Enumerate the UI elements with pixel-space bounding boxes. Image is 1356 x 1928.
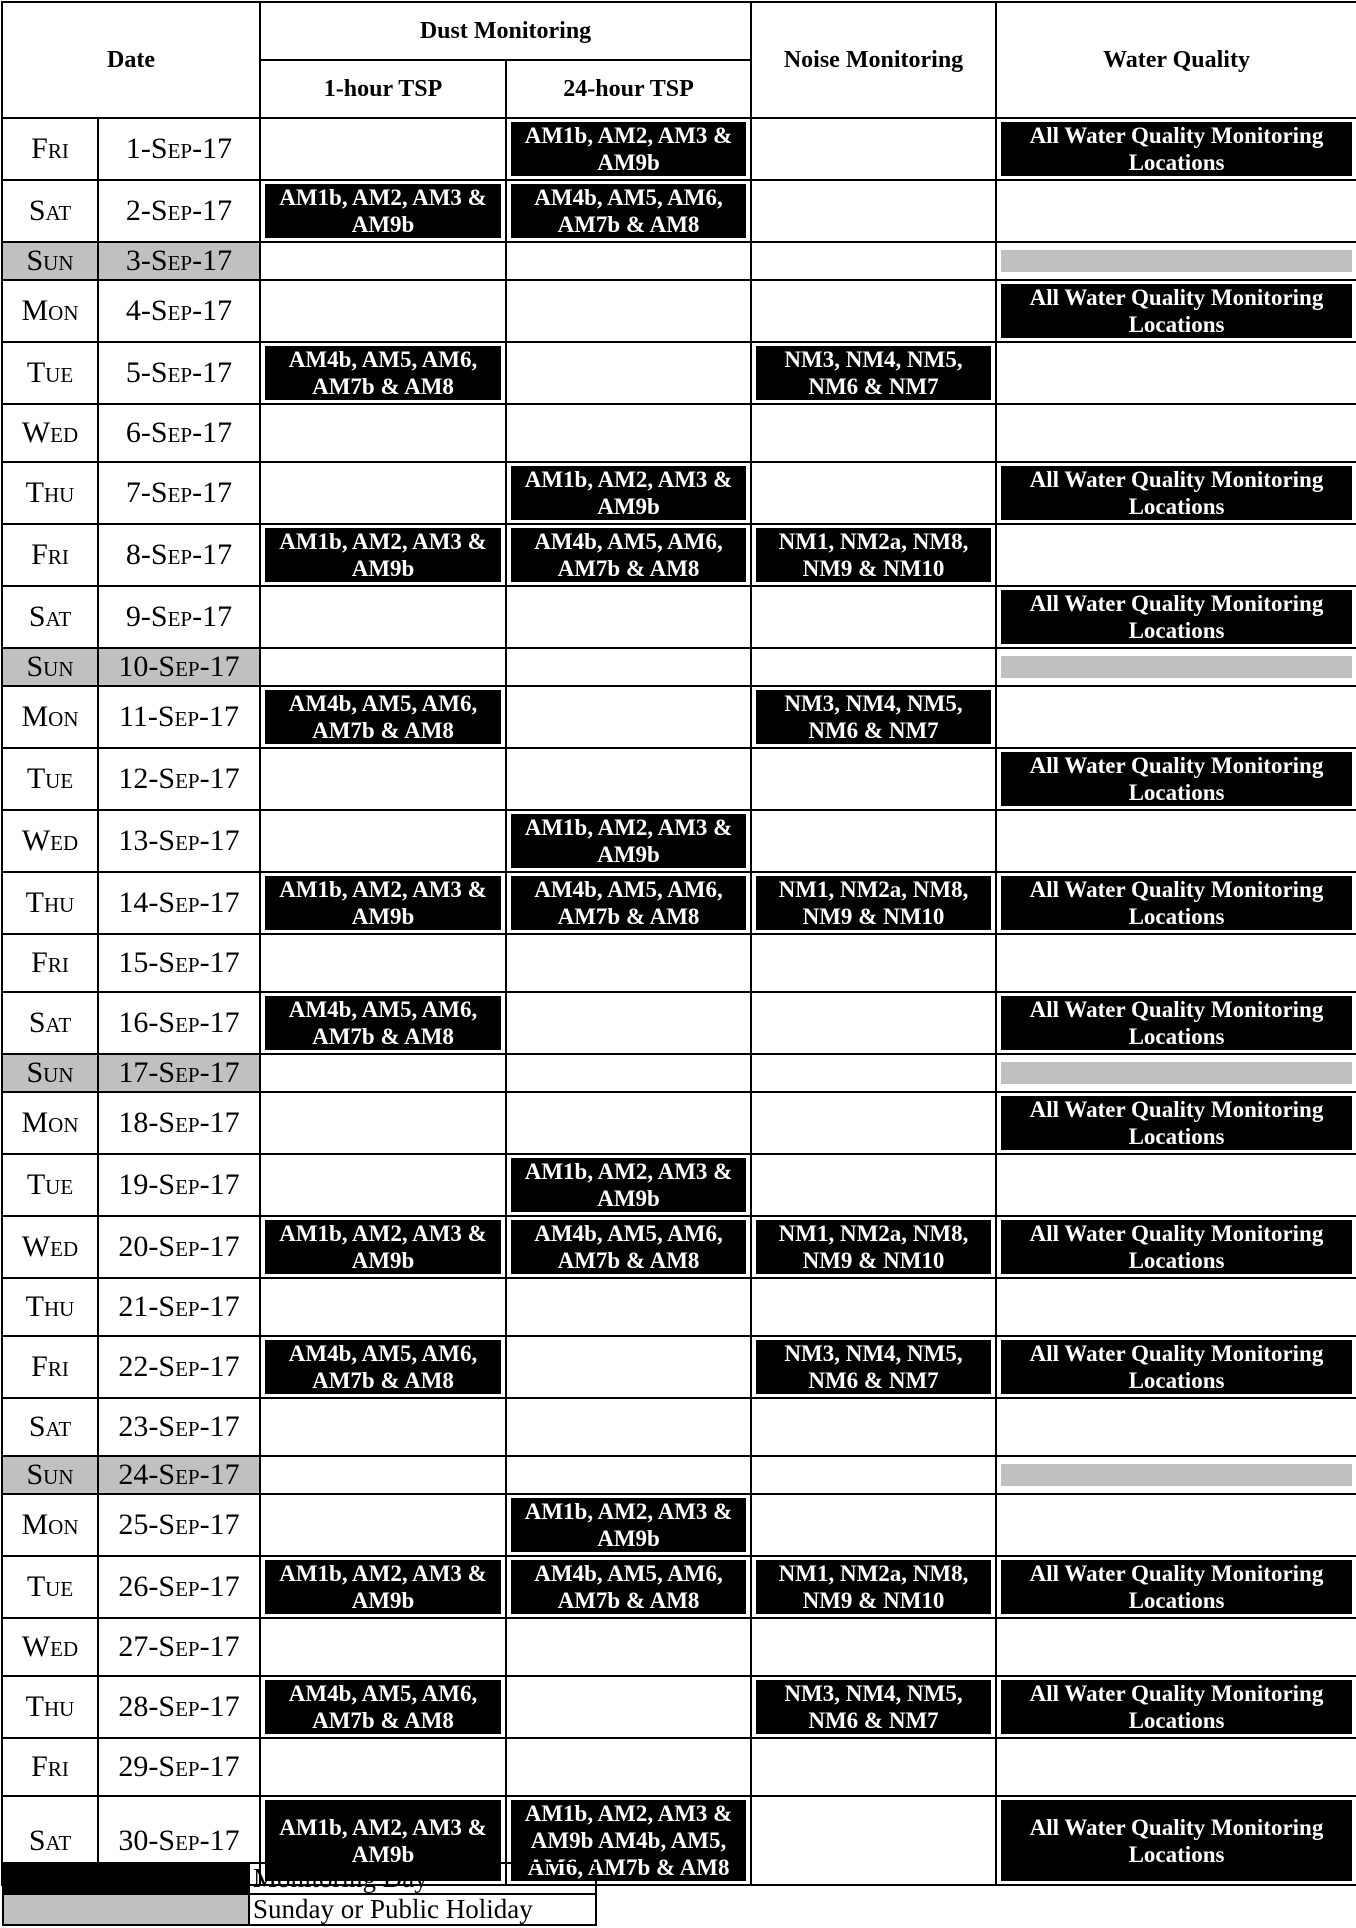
table-row: [2, 1216, 1356, 1278]
1-hour-tsp-cell: [260, 1054, 506, 1092]
monitoring-day-block: AM4b, AM5, AM6, AM7b & AM8: [265, 1340, 501, 1394]
1-hour-tsp-cell: [260, 1494, 506, 1556]
monitoring-day-block: All Water Quality Monitoring Locations: [1001, 876, 1352, 930]
day-of-week-cell: Sat: [2, 1796, 98, 1885]
monitoring-day-block: AM4b, AM5, AM6, AM7b & AM8: [511, 1220, 746, 1274]
1-hour-tsp-cell: [260, 872, 506, 934]
monitoring-day-block: AM1b, AM2, AM3 & AM9b: [511, 814, 746, 868]
date-cell: 27-Sep-17: [98, 1618, 260, 1676]
water-quality-cell: [996, 1054, 1356, 1092]
noise-monitoring-cell: [751, 1278, 996, 1336]
table-row: [2, 1556, 1356, 1618]
date-cell: 7-Sep-17: [98, 462, 260, 524]
date-cell: 15-Sep-17: [98, 934, 260, 992]
24-hour-tsp-cell: [506, 1676, 751, 1738]
noise-monitoring-cell: [751, 872, 996, 934]
noise-monitoring-cell: [751, 462, 996, 524]
table-row: [2, 342, 1356, 404]
day-of-week-cell: Tue: [2, 748, 98, 810]
date-cell: 14-Sep-17: [98, 872, 260, 934]
date-cell: 24-Sep-17: [98, 1456, 260, 1494]
noise-monitoring-cell: [751, 1796, 996, 1885]
monitoring-day-block: AM4b, AM5, AM6, AM7b & AM8: [511, 876, 746, 930]
monitoring-day-block: AM1b, AM2, AM3 & AM9b: [265, 528, 501, 582]
24-hour-tsp-cell: [506, 1216, 751, 1278]
1-hour-tsp-cell: [260, 118, 506, 180]
water-quality-cell: [996, 934, 1356, 992]
date-cell: 5-Sep-17: [98, 342, 260, 404]
monitoring-day-block: AM1b, AM2, AM3 & AM9b: [511, 1498, 746, 1552]
24-hour-tsp-cell: [506, 462, 751, 524]
noise-monitoring-cell: [751, 1676, 996, 1738]
1-hour-tsp-cell: [260, 1336, 506, 1398]
24-hour-tsp-cell: [506, 1054, 751, 1092]
1-hour-tsp-cell: [260, 648, 506, 686]
water-quality-cell: [996, 1216, 1356, 1278]
date-cell: 19-Sep-17: [98, 1154, 260, 1216]
24-hour-tsp-cell: [506, 1456, 751, 1494]
1-hour-tsp-cell: [260, 1216, 506, 1278]
water-quality-cell: [996, 1336, 1356, 1398]
1-hour-tsp-cell: [260, 1456, 506, 1494]
1-hour-tsp-cell: [260, 1676, 506, 1738]
noise-monitoring-cell: [751, 280, 996, 342]
24-hour-tsp-cell: [506, 1092, 751, 1154]
water-quality-cell: [996, 1456, 1356, 1494]
table-row: [2, 934, 1356, 992]
day-of-week-cell: Thu: [2, 872, 98, 934]
monitoring-day-block: All Water Quality Monitoring Locations: [1001, 466, 1352, 520]
date-cell: 2-Sep-17: [98, 180, 260, 242]
table-row: [2, 1618, 1356, 1676]
water-quality-cell: [996, 280, 1356, 342]
monitoring-day-block: All Water Quality Monitoring Locations: [1001, 996, 1352, 1050]
water-quality-cell: [996, 686, 1356, 748]
noise-monitoring-cell: [751, 342, 996, 404]
24-hour-tsp-cell: [506, 1738, 751, 1796]
monitoring-day-block: All Water Quality Monitoring Locations: [1001, 590, 1352, 644]
noise-monitoring-cell: [751, 748, 996, 810]
24-hour-tsp-cell: [506, 242, 751, 280]
monitoring-day-block: AM4b, AM5, AM6, AM7b & AM8: [511, 1560, 746, 1614]
monitoring-day-block: AM1b, AM2, AM3 & AM9b: [511, 466, 746, 520]
date-cell: 16-Sep-17: [98, 992, 260, 1054]
noise-monitoring-cell: [751, 1092, 996, 1154]
day-of-week-cell: Sat: [2, 180, 98, 242]
water-quality-cell: [996, 118, 1356, 180]
monitoring-day-block: All Water Quality Monitoring Locations: [1001, 752, 1352, 806]
24-hour-tsp-cell: [506, 1278, 751, 1336]
holiday-shading: [1001, 1062, 1352, 1084]
monitoring-day-block: All Water Quality Monitoring Locations: [1001, 1560, 1352, 1614]
monitoring-day-block: All Water Quality Monitoring Locations: [1001, 1680, 1352, 1734]
table-row: [2, 686, 1356, 748]
date-cell: 18-Sep-17: [98, 1092, 260, 1154]
1-hour-tsp-cell: [260, 280, 506, 342]
monitoring-day-block: AM1b, AM2, AM3 & AM9b: [265, 1220, 501, 1274]
day-of-week-cell: Fri: [2, 934, 98, 992]
date-cell: 17-Sep-17: [98, 1054, 260, 1092]
noise-monitoring-cell: [751, 404, 996, 462]
monitoring-day-block: NM3, NM4, NM5, NM6 & NM7: [756, 346, 991, 400]
day-of-week-cell: Sun: [2, 1054, 98, 1092]
1-hour-tsp-cell: [260, 686, 506, 748]
monitoring-day-block: AM1b, AM2, AM3 & AM9b: [265, 1560, 501, 1614]
monitoring-day-block: All Water Quality Monitoring Locations: [1001, 1096, 1352, 1150]
legend-row-monitoring-day: [3, 1863, 596, 1894]
water-quality-cell: [996, 1556, 1356, 1618]
monitoring-schedule-table: [1, 1, 1356, 1886]
day-of-week-cell: Mon: [2, 686, 98, 748]
water-quality-cell: [996, 1154, 1356, 1216]
date-cell: 28-Sep-17: [98, 1676, 260, 1738]
date-cell: 30-Sep-17: [98, 1796, 260, 1885]
noise-monitoring-cell: [751, 1738, 996, 1796]
noise-monitoring-cell: [751, 1154, 996, 1216]
24-hour-tsp-cell: [506, 1398, 751, 1456]
monitoring-day-block: NM3, NM4, NM5, NM6 & NM7: [756, 1680, 991, 1734]
schedule-body: [2, 118, 1356, 1885]
day-of-week-cell: Fri: [2, 1336, 98, 1398]
monitoring-day-block: All Water Quality Monitoring Locations: [1001, 1340, 1352, 1394]
noise-monitoring-cell: [751, 934, 996, 992]
date-cell: 20-Sep-17: [98, 1216, 260, 1278]
noise-monitoring-cell: [751, 810, 996, 872]
day-of-week-cell: Fri: [2, 1738, 98, 1796]
24-hour-tsp-cell: [506, 992, 751, 1054]
legend: [2, 1862, 597, 1926]
monitoring-day-block: AM1b, AM2, AM3 & AM9b: [511, 122, 746, 176]
water-quality-cell: [996, 1092, 1356, 1154]
noise-monitoring-cell: [751, 242, 996, 280]
table-row: [2, 1398, 1356, 1456]
day-of-week-cell: Fri: [2, 118, 98, 180]
table-row: [2, 648, 1356, 686]
water-quality-cell: [996, 404, 1356, 462]
noise-monitoring-cell: [751, 586, 996, 648]
monitoring-day-block: NM1, NM2a, NM8, NM9 & NM10: [756, 1220, 991, 1274]
water-quality-cell: [996, 586, 1356, 648]
legend-row-sunday-holiday: [3, 1894, 596, 1925]
day-of-week-cell: Sat: [2, 992, 98, 1054]
water-quality-cell: [996, 1618, 1356, 1676]
24-hour-tsp-cell: [506, 404, 751, 462]
header-1-hour-tsp: 1-hour TSP: [260, 60, 506, 118]
table-row: [2, 462, 1356, 524]
1-hour-tsp-cell: [260, 1738, 506, 1796]
water-quality-cell: [996, 462, 1356, 524]
water-quality-cell: [996, 1676, 1356, 1738]
monitoring-day-block: NM1, NM2a, NM8, NM9 & NM10: [756, 876, 991, 930]
1-hour-tsp-cell: [260, 748, 506, 810]
table-row: [2, 524, 1356, 586]
1-hour-tsp-cell: [260, 1556, 506, 1618]
1-hour-tsp-cell: [260, 1618, 506, 1676]
24-hour-tsp-cell: [506, 180, 751, 242]
water-quality-cell: [996, 1494, 1356, 1556]
noise-monitoring-cell: [751, 118, 996, 180]
day-of-week-cell: Fri: [2, 524, 98, 586]
24-hour-tsp-cell: [506, 810, 751, 872]
monitoring-day-block: All Water Quality Monitoring Locations: [1001, 1220, 1352, 1274]
table-row: [2, 586, 1356, 648]
day-of-week-cell: Sat: [2, 1398, 98, 1456]
date-cell: 3-Sep-17: [98, 242, 260, 280]
legend-label-sunday-holiday: Sunday or Public Holiday: [249, 1894, 596, 1925]
24-hour-tsp-cell: [506, 1618, 751, 1676]
24-hour-tsp-cell: [506, 648, 751, 686]
legend-swatch-monitoring-day: [3, 1863, 249, 1894]
day-of-week-cell: Thu: [2, 1676, 98, 1738]
1-hour-tsp-cell: [260, 934, 506, 992]
1-hour-tsp-cell: [260, 180, 506, 242]
noise-monitoring-cell: [751, 1618, 996, 1676]
24-hour-tsp-cell: [506, 934, 751, 992]
1-hour-tsp-cell: [260, 342, 506, 404]
1-hour-tsp-cell: [260, 462, 506, 524]
24-hour-tsp-cell: [506, 280, 751, 342]
monitoring-day-block: AM4b, AM5, AM6, AM7b & AM8: [511, 528, 746, 582]
water-quality-cell: [996, 1398, 1356, 1456]
day-of-week-cell: Sun: [2, 648, 98, 686]
day-of-week-cell: Sat: [2, 586, 98, 648]
header-date: Date: [2, 2, 260, 118]
date-cell: 6-Sep-17: [98, 404, 260, 462]
legend-label-monitoring-day: Monitoring Day: [249, 1863, 596, 1894]
monitoring-day-block: NM1, NM2a, NM8, NM9 & NM10: [756, 528, 991, 582]
date-cell: 10-Sep-17: [98, 648, 260, 686]
day-of-week-cell: Tue: [2, 342, 98, 404]
day-of-week-cell: Wed: [2, 1216, 98, 1278]
date-cell: 8-Sep-17: [98, 524, 260, 586]
table-row: [2, 1676, 1356, 1738]
monitoring-day-block: AM4b, AM5, AM6, AM7b & AM8: [265, 346, 501, 400]
noise-monitoring-cell: [751, 648, 996, 686]
day-of-week-cell: Mon: [2, 1494, 98, 1556]
table-row: [2, 1336, 1356, 1398]
day-of-week-cell: Sun: [2, 1456, 98, 1494]
table-row: [2, 1494, 1356, 1556]
monitoring-day-block: NM3, NM4, NM5, NM6 & NM7: [756, 690, 991, 744]
noise-monitoring-cell: [751, 1456, 996, 1494]
date-cell: 25-Sep-17: [98, 1494, 260, 1556]
date-cell: 22-Sep-17: [98, 1336, 260, 1398]
water-quality-cell: [996, 1738, 1356, 1796]
table-row: [2, 1278, 1356, 1336]
date-cell: 11-Sep-17: [98, 686, 260, 748]
monitoring-day-block: AM1b, AM2, AM3 & AM9b: [511, 1158, 746, 1212]
noise-monitoring-cell: [751, 1494, 996, 1556]
water-quality-cell: [996, 524, 1356, 586]
monitoring-day-block: AM1b, AM2, AM3 & AM9b: [265, 1800, 501, 1881]
water-quality-cell: [996, 1796, 1356, 1885]
table-row: [2, 1092, 1356, 1154]
table-row: [2, 404, 1356, 462]
1-hour-tsp-cell: [260, 992, 506, 1054]
day-of-week-cell: Wed: [2, 1618, 98, 1676]
monitoring-day-block: All Water Quality Monitoring Locations: [1001, 284, 1352, 338]
water-quality-cell: [996, 1278, 1356, 1336]
table-row: [2, 242, 1356, 280]
1-hour-tsp-cell: [260, 1154, 506, 1216]
date-cell: 1-Sep-17: [98, 118, 260, 180]
table-row: [2, 1154, 1356, 1216]
header-24-hour-tsp: 24-hour TSP: [506, 60, 751, 118]
1-hour-tsp-cell: [260, 1278, 506, 1336]
table-row: [2, 180, 1356, 242]
1-hour-tsp-cell: [260, 1398, 506, 1456]
date-cell: 4-Sep-17: [98, 280, 260, 342]
table-row: [2, 872, 1356, 934]
1-hour-tsp-cell: [260, 242, 506, 280]
date-cell: 26-Sep-17: [98, 1556, 260, 1618]
monitoring-day-block: All Water Quality Monitoring Locations: [1001, 122, 1352, 176]
legend-swatch-sunday-holiday: [3, 1894, 249, 1925]
monitoring-day-block: AM4b, AM5, AM6, AM7b & AM8: [265, 996, 501, 1050]
table-row: [2, 810, 1356, 872]
1-hour-tsp-cell: [260, 404, 506, 462]
day-of-week-cell: Mon: [2, 1092, 98, 1154]
24-hour-tsp-cell: [506, 1494, 751, 1556]
noise-monitoring-cell: [751, 1054, 996, 1092]
date-cell: 9-Sep-17: [98, 586, 260, 648]
day-of-week-cell: Tue: [2, 1556, 98, 1618]
table-row: [2, 1456, 1356, 1494]
water-quality-cell: [996, 242, 1356, 280]
noise-monitoring-cell: [751, 524, 996, 586]
1-hour-tsp-cell: [260, 524, 506, 586]
24-hour-tsp-cell: [506, 748, 751, 810]
holiday-shading: [1001, 1464, 1352, 1486]
table-row: [2, 118, 1356, 180]
24-hour-tsp-cell: [506, 342, 751, 404]
monitoring-day-block: NM1, NM2a, NM8, NM9 & NM10: [756, 1560, 991, 1614]
day-of-week-cell: Mon: [2, 280, 98, 342]
water-quality-cell: [996, 872, 1356, 934]
date-cell: 23-Sep-17: [98, 1398, 260, 1456]
noise-monitoring-cell: [751, 180, 996, 242]
24-hour-tsp-cell: [506, 1336, 751, 1398]
water-quality-cell: [996, 342, 1356, 404]
table-row: [2, 1738, 1356, 1796]
monitoring-day-block: AM1b, AM2, AM3 & AM9b: [265, 876, 501, 930]
date-cell: 29-Sep-17: [98, 1738, 260, 1796]
24-hour-tsp-cell: [506, 872, 751, 934]
day-of-week-cell: Thu: [2, 1278, 98, 1336]
header-water-quality: Water Quality: [996, 2, 1356, 118]
24-hour-tsp-cell: [506, 586, 751, 648]
24-hour-tsp-cell: [506, 1154, 751, 1216]
noise-monitoring-cell: [751, 1216, 996, 1278]
table-row: [2, 992, 1356, 1054]
noise-monitoring-cell: [751, 686, 996, 748]
monitoring-day-block: AM4b, AM5, AM6, AM7b & AM8: [265, 1680, 501, 1734]
1-hour-tsp-cell: [260, 1092, 506, 1154]
monitoring-day-block: AM1b, AM2, AM3 & AM9b AM4b, AM5, AM6, AM7b & AM8: [511, 1800, 746, 1881]
water-quality-cell: [996, 180, 1356, 242]
date-cell: 12-Sep-17: [98, 748, 260, 810]
header-noise-monitoring: Noise Monitoring: [751, 2, 996, 118]
monitoring-day-block: AM4b, AM5, AM6, AM7b & AM8: [265, 690, 501, 744]
header-dust-monitoring: Dust Monitoring: [260, 2, 751, 60]
day-of-week-cell: Wed: [2, 810, 98, 872]
table-row: [2, 1054, 1356, 1092]
24-hour-tsp-cell: [506, 118, 751, 180]
24-hour-tsp-cell: [506, 1556, 751, 1618]
1-hour-tsp-cell: [260, 586, 506, 648]
table-row: [2, 280, 1356, 342]
monitoring-day-block: AM4b, AM5, AM6, AM7b & AM8: [511, 184, 746, 238]
date-cell: 13-Sep-17: [98, 810, 260, 872]
1-hour-tsp-cell: [260, 810, 506, 872]
24-hour-tsp-cell: [506, 524, 751, 586]
noise-monitoring-cell: [751, 1398, 996, 1456]
day-of-week-cell: Sun: [2, 242, 98, 280]
holiday-shading: [1001, 656, 1352, 678]
holiday-shading: [1001, 250, 1352, 272]
water-quality-cell: [996, 748, 1356, 810]
water-quality-cell: [996, 992, 1356, 1054]
day-of-week-cell: Thu: [2, 462, 98, 524]
monitoring-day-block: All Water Quality Monitoring Locations: [1001, 1800, 1352, 1881]
monitoring-day-block: AM1b, AM2, AM3 & AM9b: [265, 184, 501, 238]
day-of-week-cell: Tue: [2, 1154, 98, 1216]
noise-monitoring-cell: [751, 1336, 996, 1398]
table-row: [2, 748, 1356, 810]
day-of-week-cell: Wed: [2, 404, 98, 462]
noise-monitoring-cell: [751, 1556, 996, 1618]
water-quality-cell: [996, 810, 1356, 872]
monitoring-day-block: NM3, NM4, NM5, NM6 & NM7: [756, 1340, 991, 1394]
noise-monitoring-cell: [751, 992, 996, 1054]
water-quality-cell: [996, 648, 1356, 686]
24-hour-tsp-cell: [506, 686, 751, 748]
date-cell: 21-Sep-17: [98, 1278, 260, 1336]
